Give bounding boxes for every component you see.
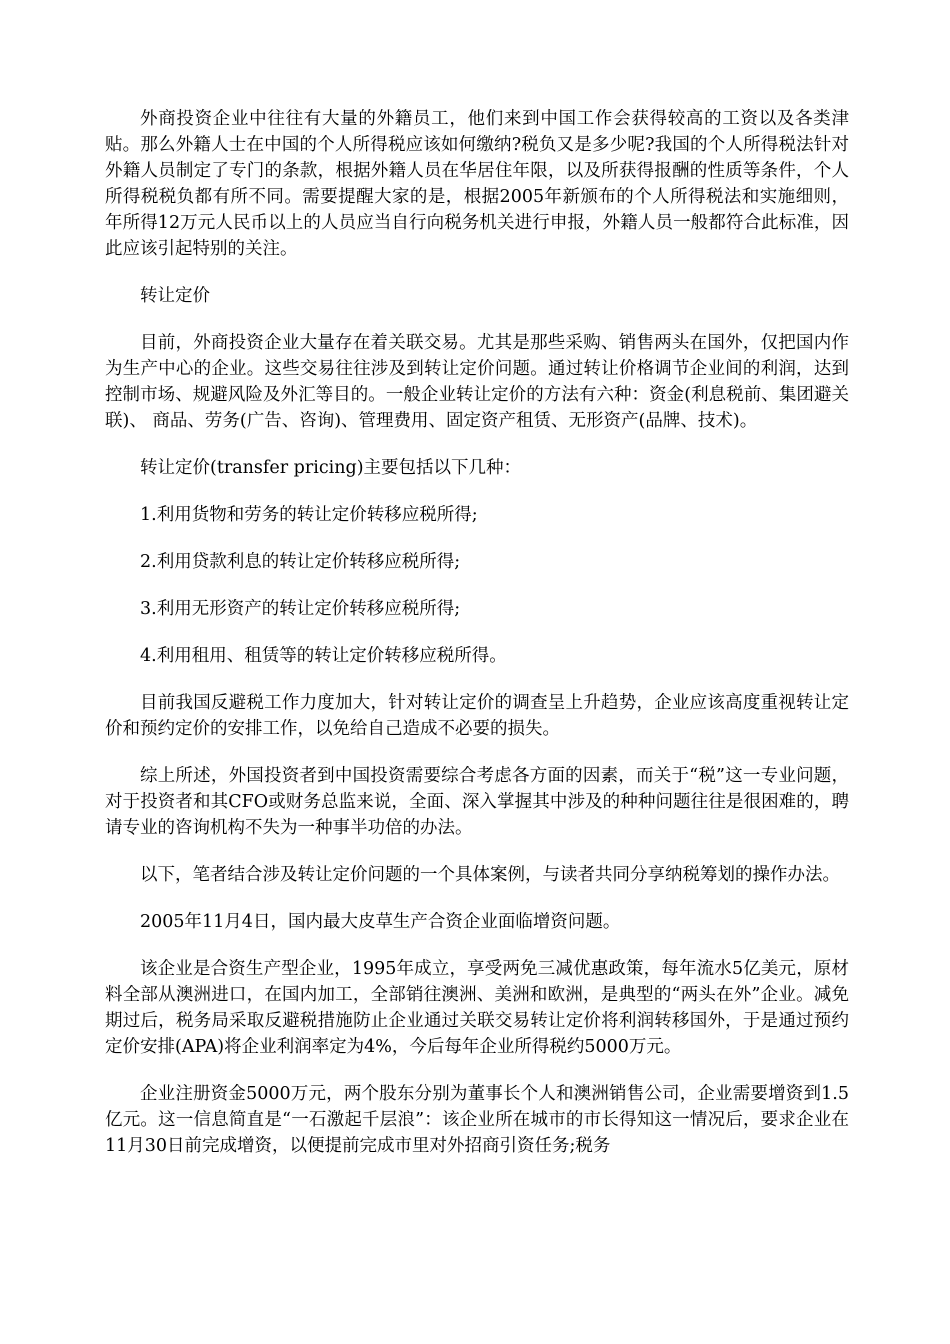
paragraph-case-company: 该企业是合资生产型企业，1995年成立，享受两免三减优惠政策，每年流水5亿美元，原材料全部从澳洲进口，在国内加工，全部销往澳洲、美洲和欧洲，是典型的“两头在外”企业。减免期过后，税务局采取反避税措施防止企业通过关联交易转让定价将利润转移国外，于是通过预约定价安排(APA)将企业利润率定为4%，今后每年企业所得税约5000万元。	[105, 959, 849, 1057]
paragraph-case-capital: 企业注册资金5000万元，两个股东分别为董事长个人和澳洲销售公司，企业需要增资到1.5亿元。这一信息简直是“一石激起千层浪”：该企业所在城市的市长得知这一情况后，要求企业在11月30日前完成增资，以便提前完成市里对外招商引资任务;税务	[105, 1084, 849, 1156]
document-page	[105, 106, 849, 1159]
paragraph-anti-avoidance: 目前我国反避税工作力度加大，针对转让定价的调查呈上升趋势，企业应该高度重视转让定价和预约定价的安排工作，以免给自己造成不必要的损失。	[105, 693, 849, 739]
section-heading-transfer-pricing: 转让定价	[140, 286, 210, 306]
list-item-3: 3.利用无形资产的转让定价转移应税所得;	[140, 599, 461, 619]
paragraph-foreign-staff-tax: 外商投资企业中往往有大量的外籍员工，他们来到中国工作会获得较高的工资以及各类津贴。那么外籍人士在中国的个人所得税应该如何缴纳?税负又是多少呢?我国的个人所得税法针对外籍人员制定了专门的条款，根据外籍人员在华居住年限，以及所获得报酬的性质等条件，个人所得税税负都有所不同。需要提醒大家的是，根据2005年新颁布的个人所得税法和实施细则，年所得12万元人民币以上的人员应当自行向税务机关进行申报，外籍人员一般都符合此标准，因此应该引起特别的关注。	[105, 109, 849, 259]
list-item-4: 4.利用租用、租赁等的转让定价转移应税所得。	[140, 646, 507, 666]
paragraph-summary: 综上所述，外国投资者到中国投资需要综合考虑各方面的因素，而关于“税”这一专业问题，对于投资者和其CFO或财务总监来说，全面、深入掌握其中涉及的种种问题往往是很困难的，聘请专业的咨询机构不失为一种事半功倍的办法。	[105, 766, 849, 838]
paragraph-related-transactions: 目前，外商投资企业大量存在着关联交易。尤其是那些采购、销售两头在国外，仅把国内作为生产中心的企业。这些交易往往涉及到转让定价问题。通过转让价格调节企业间的利润，达到控制市场、规避风险及外汇等目的。一般企业转让定价的方法有六种：资金(利息税前、集团避关联)、 商品、劳务(广告、咨询)、管理费用、固定资产租赁、无形资产(品牌、技术)。	[105, 333, 849, 431]
list-item-2: 2.利用贷款利息的转让定价转移应税所得;	[140, 552, 461, 572]
paragraph-case-date: 2005年11月4日，国内最大皮草生产合资企业面临增资问题。	[140, 912, 621, 932]
paragraph-case-intro: 以下，笔者结合涉及转让定价问题的一个具体案例，与读者共同分享纳税筹划的操作办法。	[140, 865, 840, 885]
paragraph-transfer-pricing-types-intro: 转让定价(transfer pricing)主要包括以下几种：	[140, 458, 522, 478]
list-item-1: 1.利用货物和劳务的转让定价转移应税所得;	[140, 505, 478, 525]
